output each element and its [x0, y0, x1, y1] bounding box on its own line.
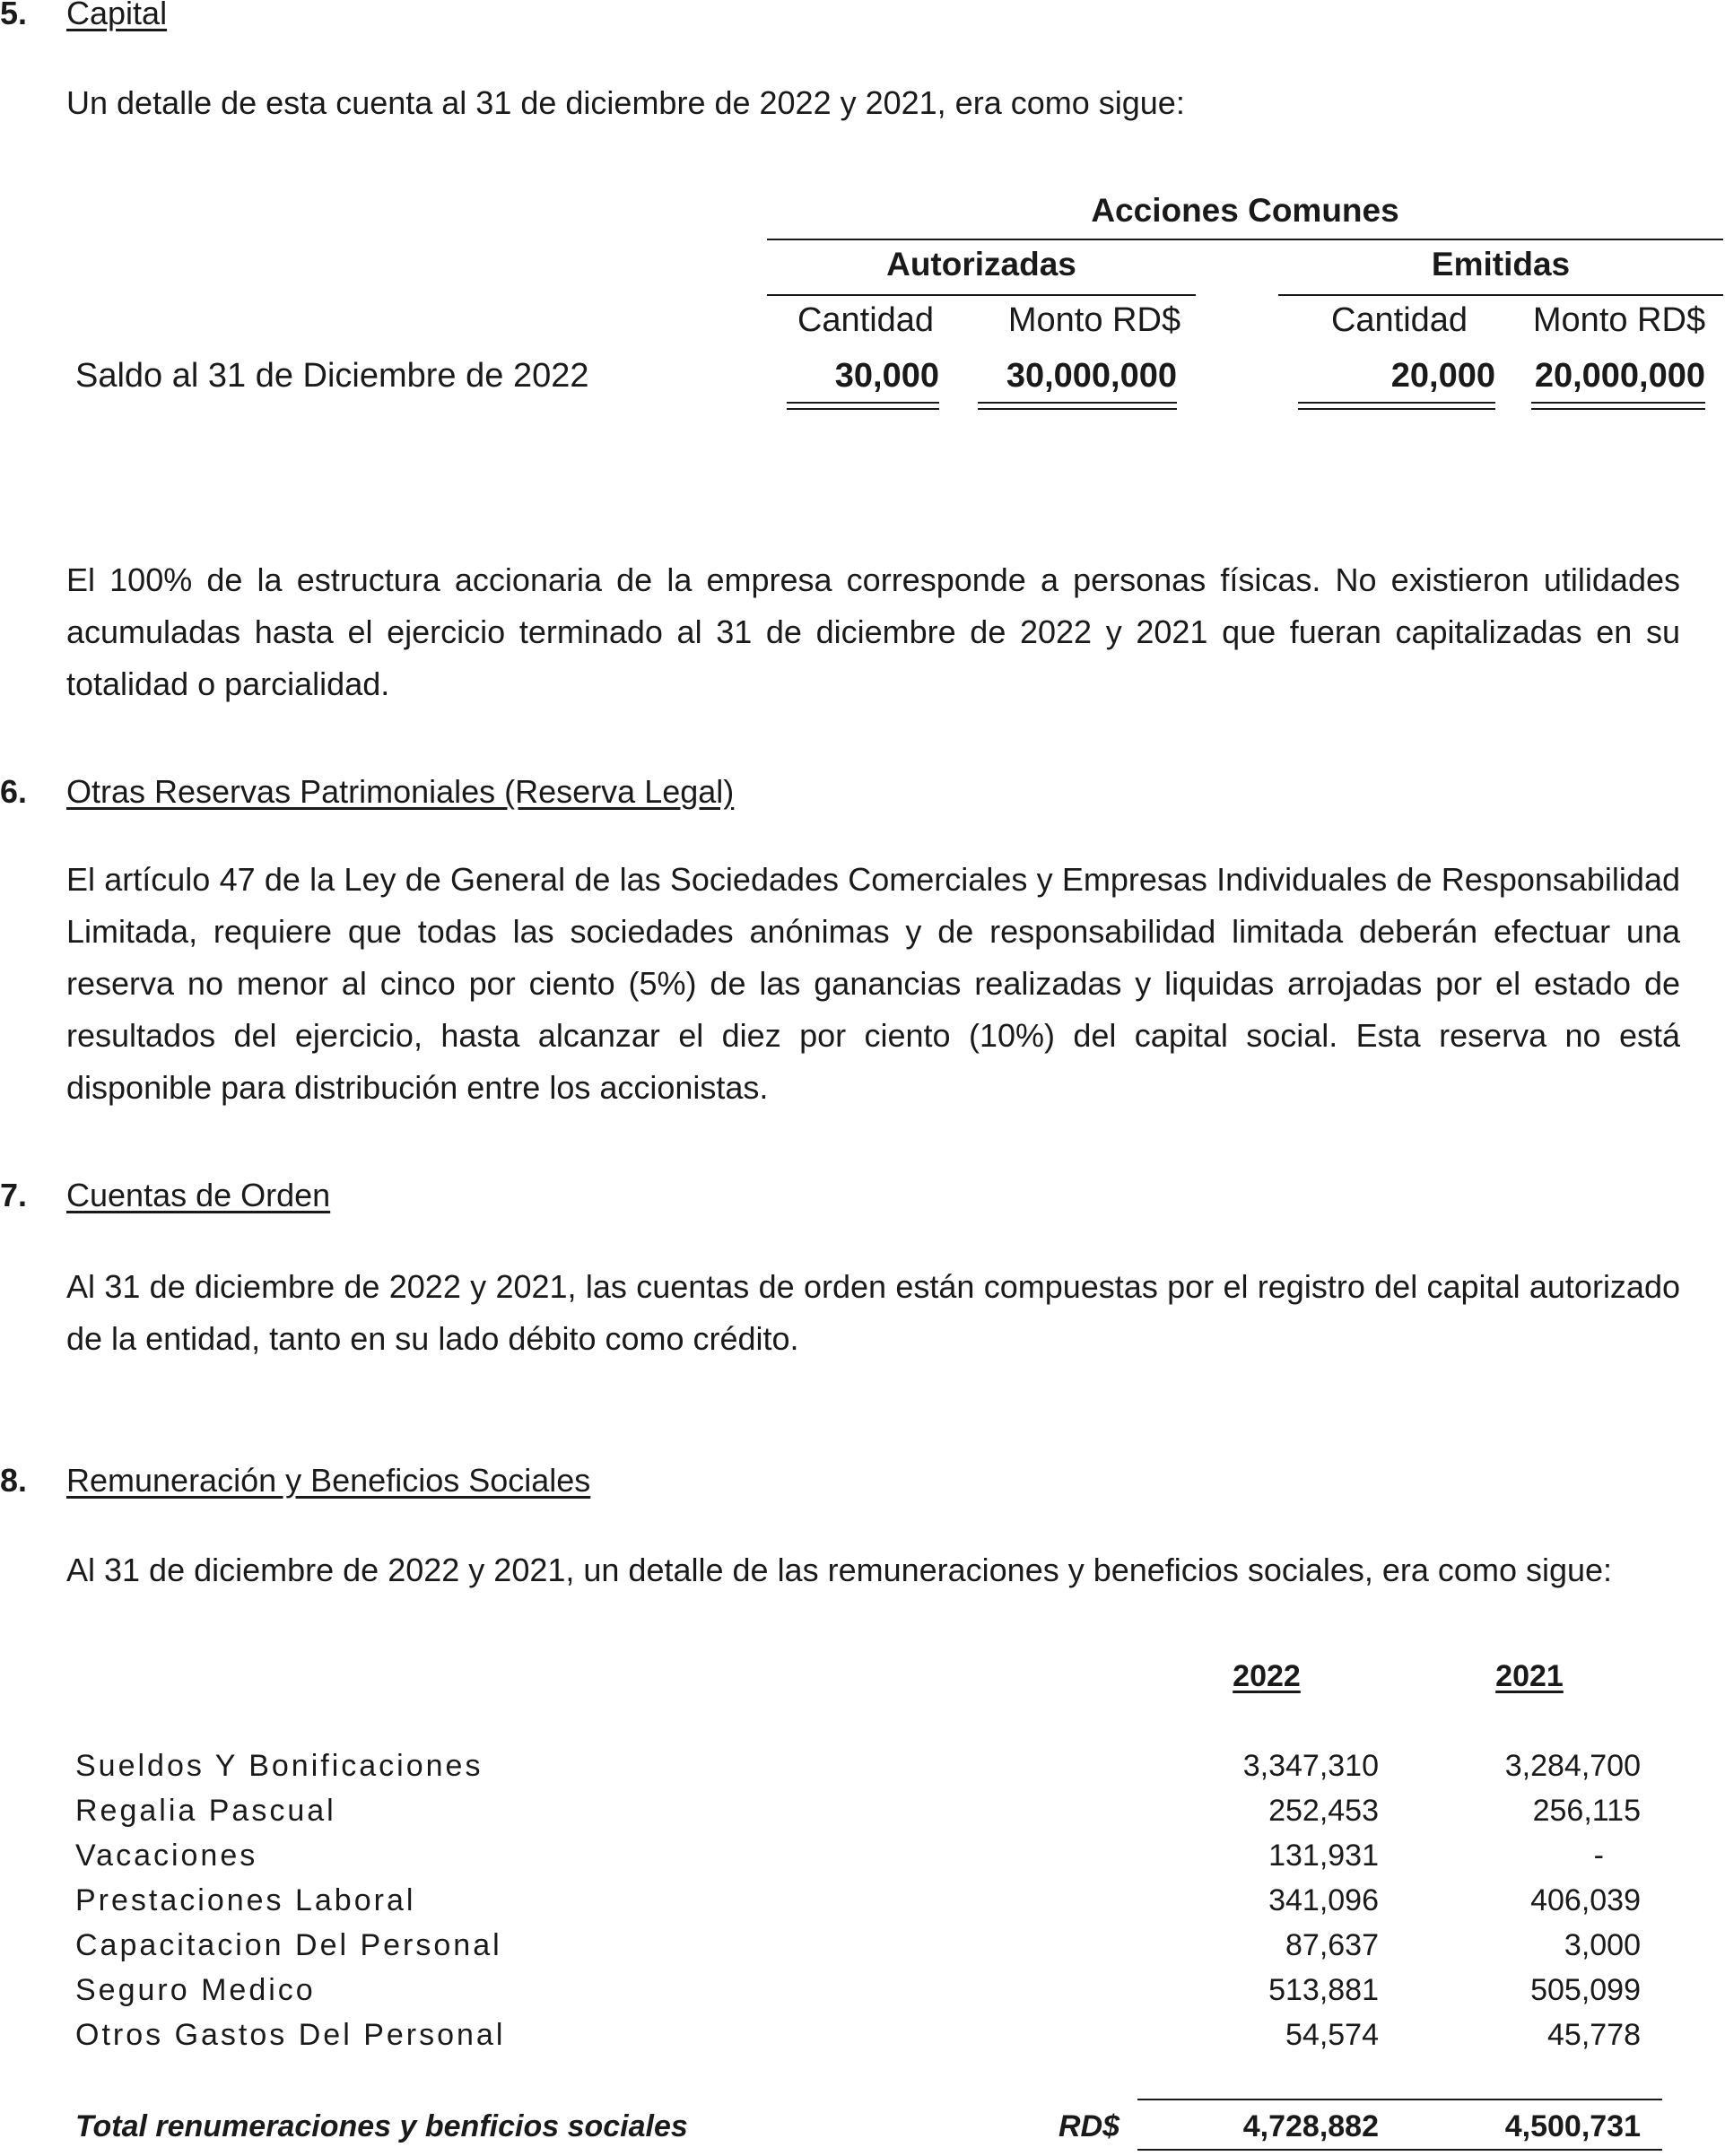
group-header-rule — [767, 239, 1723, 240]
section-7-title: Cuentas de Orden — [66, 1177, 331, 1213]
capital-row-label: Saldo al 31 de Diciembre de 2022 — [75, 357, 589, 395]
row-label: Prestaciones Laboral — [75, 1883, 416, 1917]
authorized-rule — [767, 294, 1196, 296]
section-5-number: 5. — [0, 0, 28, 31]
total-top-rule — [1137, 2099, 1662, 2100]
section-5-title: Capital — [66, 0, 168, 31]
col-issued-header: Emitidas — [1431, 246, 1571, 283]
total-label: Total renumeraciones y benficios sociales — [75, 2109, 688, 2143]
row-value-2021: 505,099 — [1530, 1973, 1641, 2007]
row-value-2022: 341,096 — [1268, 1883, 1379, 1917]
row-label: Vacaciones — [75, 1839, 258, 1873]
row-value-2022: 131,931 — [1268, 1839, 1379, 1873]
row-value-2022: 54,574 — [1285, 2018, 1379, 2052]
section-7-paragraph: Al 31 de diciembre de 2022 y 2021, las cuentas de orden están compuestas por el registro del capital autorizado de la entidad, tanto en su lado débito como crédito. — [66, 1268, 1680, 1357]
total-currency: RD$ — [1059, 2109, 1120, 2143]
total-value-2022: 4,728,882 — [1242, 2109, 1379, 2143]
row-label: Capacitacion Del Personal — [75, 1928, 502, 1962]
row-value-2022: 3,347,310 — [1242, 1749, 1379, 1783]
total-value-2021: 4,500,731 — [1504, 2109, 1641, 2143]
row-value-2021: - — [1593, 1839, 1604, 1873]
row-value-2021: 406,039 — [1530, 1883, 1641, 1917]
row-label: Regalia Pascual — [75, 1794, 336, 1828]
section-8-intro: Al 31 de diciembre de 2022 y 2021, un detalle de las remuneraciones y beneficios sociales, era como sigue: — [66, 1552, 1613, 1588]
issued-qty-double-rule — [1298, 402, 1495, 410]
issued-rule — [1278, 294, 1723, 296]
authorized-qty-header: Cantidad — [797, 301, 935, 339]
row-value-2021: 256,115 — [1532, 1794, 1641, 1828]
table-group-header: Acciones Comunes — [1091, 192, 1399, 229]
row-value-2021: 3,284,700 — [1504, 1749, 1641, 1783]
row-value-2022: 87,637 — [1285, 1928, 1379, 1962]
issued-amount-header: Monto RD$ — [1532, 301, 1706, 339]
col-authorized-header: Autorizadas — [886, 246, 1076, 283]
authorized-qty-value: 30,000 — [834, 357, 939, 395]
section-7-number: 7. — [0, 1177, 28, 1213]
row-label: Otros Gastos Del Personal — [75, 2018, 506, 2052]
section-6-number: 6. — [0, 773, 28, 810]
section-5-paragraph: El 100% de la estructura accionaria de la empresa corresponde a personas físicas. No existieron utilidades acumuladas hasta el ejercicio terminado al 31 de diciembre de 2022 y 2021 que fueran capitalizadas en su totalidad o parcialidad. — [66, 561, 1680, 702]
section-6-title: Otras Reservas Patrimoniales (Reserva Legal) — [66, 773, 735, 810]
row-value-2021: 3,000 — [1564, 1928, 1641, 1962]
authorized-amount-header: Monto RD$ — [1007, 301, 1181, 339]
authorized-amount-value: 30,000,000 — [1006, 357, 1177, 395]
issued-amount-double-rule — [1531, 402, 1705, 410]
issued-amount-value: 20,000,000 — [1534, 357, 1705, 395]
row-label: Seguro Medico — [75, 1973, 316, 2007]
year-2022-header: 2022 — [1233, 1659, 1301, 1693]
section-6-paragraph: El artículo 47 de la Ley de General de las Sociedades Comerciales y Empresas Individuales de Responsabilidad Limitada, requiere que todas las sociedades anónimas y de responsabilidad limitada deberán efectuar una reserva no menor al cinco por ciento (5%) de las ganancias realizadas y liquidas arrojadas por el estado de resultados del ejercicio, hasta alcanzar el diez por ciento (10%) del capital social. Esta reserva no está disponible para distribución entre los accionistas. — [66, 861, 1680, 1106]
issued-qty-header: Cantidad — [1330, 301, 1468, 339]
section-8-title: Remuneración y Beneficios Sociales — [66, 1462, 591, 1499]
authorized-qty-double-rule — [787, 402, 939, 410]
row-value-2021: 45,778 — [1547, 2018, 1641, 2052]
year-2021-header: 2021 — [1495, 1659, 1564, 1693]
section-5-intro: Un detalle de esta cuenta al 31 de diciembre de 2022 y 2021, era como sigue: — [66, 84, 1185, 121]
row-value-2022: 252,453 — [1268, 1794, 1379, 1828]
row-value-2022: 513,881 — [1268, 1973, 1379, 2007]
total-bottom-rule — [1137, 2149, 1662, 2151]
section-8-number: 8. — [0, 1462, 28, 1499]
authorized-amount-double-rule — [978, 402, 1177, 410]
row-label: Sueldos Y Bonificaciones — [75, 1749, 484, 1783]
issued-qty-value: 20,000 — [1390, 357, 1495, 395]
